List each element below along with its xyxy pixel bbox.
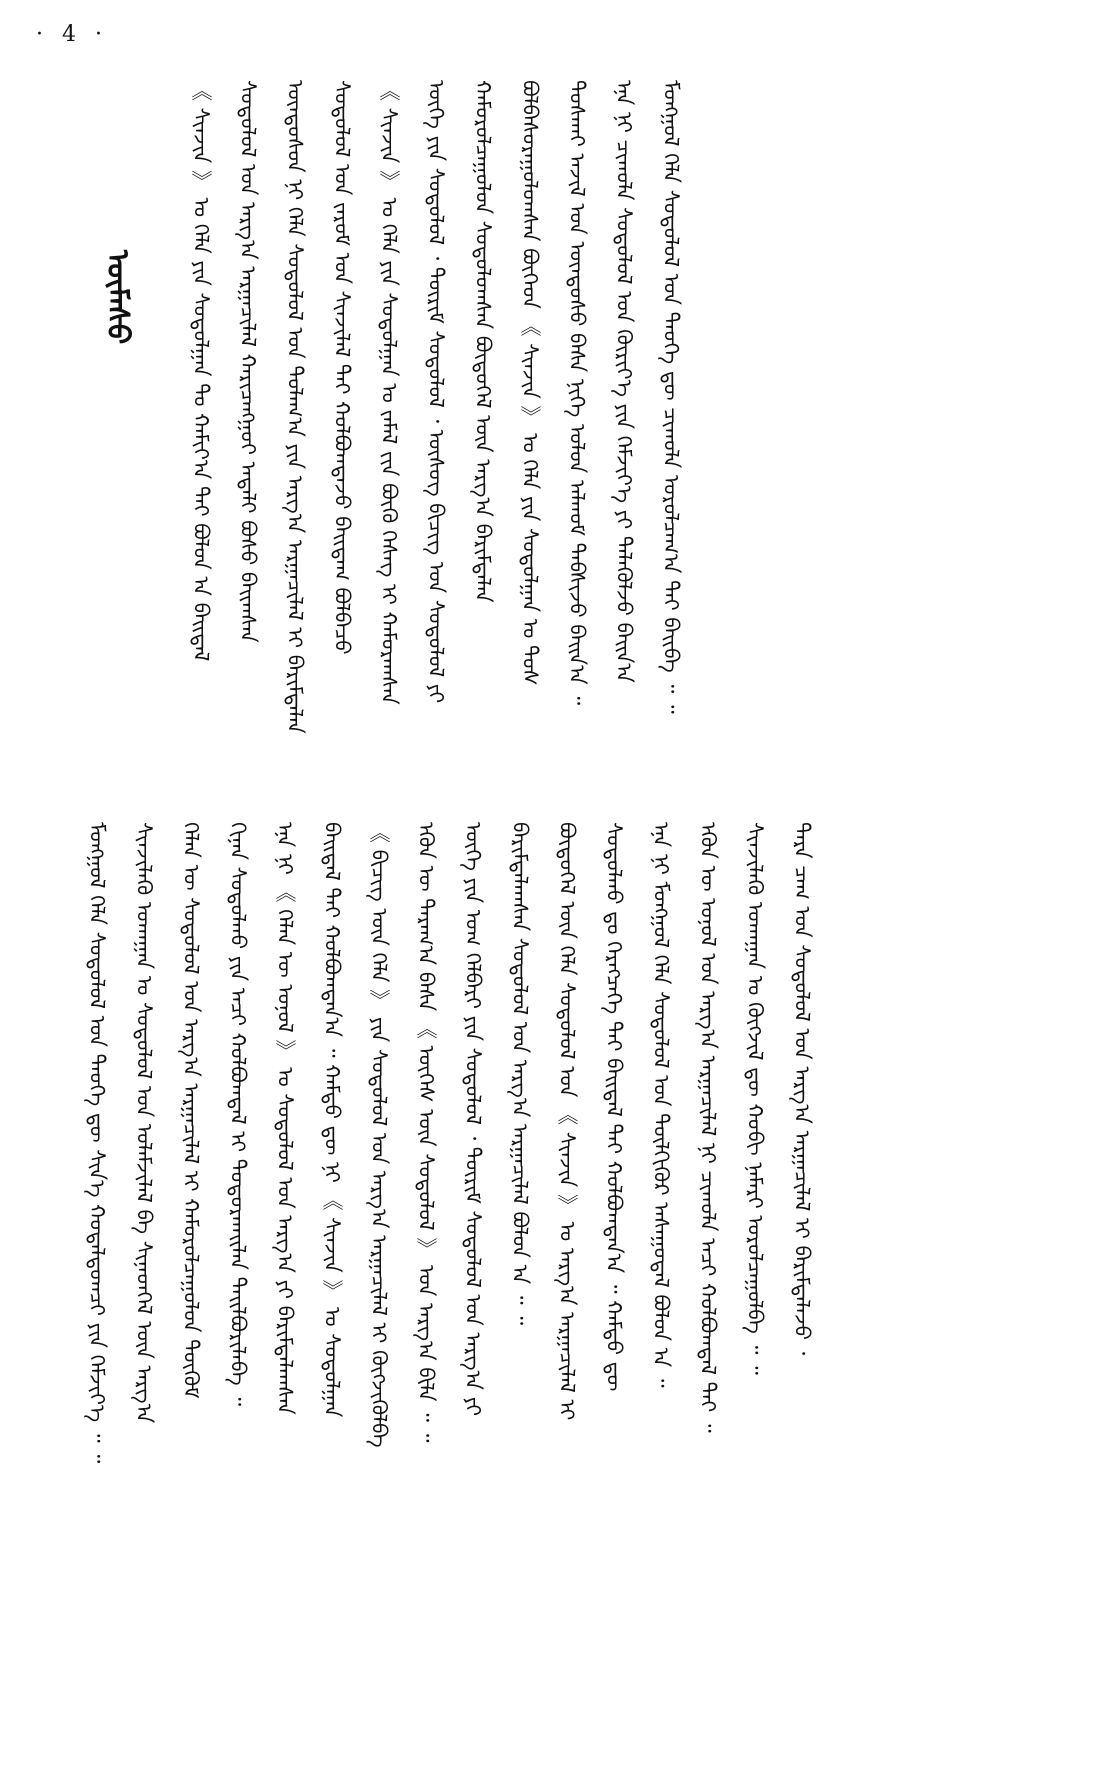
text-column: ᠲᠡᠷᠡ ᠴᠠᠭ ᠤᠨ ᠰᠤᠳᠤᠯᠤᠯ ᠤᠨ ᠠᠷᠭ᠎ᠠ ᠠᠷᠭᠠᠴᠢᠯᠠᠯ ᠢ ᠪᠠᠷᠢᠮᠲᠠᠯᠠᠵᠤ ᠂ — [790, 822, 814, 1356]
page-number: · 4 · — [36, 22, 108, 47]
text-column: 《 ᠪᠢᠴᠢᠭ ᠦᠨ ᠬᠡᠯᠡ 》 ᠶᠢᠨ ᠰᠤᠳᠤᠯᠤᠯ ᠤᠨ ᠠᠷᠭ᠎ᠠ ᠠᠷᠭᠠᠴᠢᠯᠠᠯ ᠢ ᠬᠥᠭᠵᠢᠭᠦᠯᠪᠡ — [367, 822, 391, 1448]
text-column: ᠰᠤᠳᠤᠯᠬᠤ ᠳᠤ ᠬᠡᠷᠡᠭᠴᠡᠭᠡ ᠲᠠᠢ ᠪᠠᠢᠳᠠᠯ ᠲᠠᠢ ᠬᠣᠯᠪᠣᠭᠳᠠᠨ᠎ᠠ ᠃ ᠬᠠᠮᠲᠤ ᠳᠦ — [602, 822, 626, 1392]
text-column: ᠰᠤᠳᠤᠯᠤᠯ ᠤᠨ ᠵᠠᠷᠤᠮ ᠤᠨ ᠰᠢᠨᠵᠢᠯᠡᠯ ᠲᠡᠢ ᠬᠣᠯᠪᠤᠭᠳᠠᠵᠤ ᠪᠠᠢᠳᠠᠭ ᠪᠣᠯᠪᠠᠴᠤ — [330, 80, 354, 655]
text-column: 《 ᠰᠢᠨᠵᠢᠨ 》 ᠤ ᠬᠡᠯᠡ ᠶᠢᠨ ᠰᠤᠳᠤᠯᠭᠠᠨ ᠤ ᠵᠠᠮᠠᠯ ᠵᠢᠨ ᠪᠦᠬᠦ ᠬᠡᠰᠡᠭ ᠢ ᠬᠠᠮᠤᠷᠠᠭᠰᠠᠨ — [377, 80, 401, 705]
section-heading: ᠥᠮᠡᠰᠦ — [100, 250, 135, 345]
upper-text-block — [188, 80, 698, 788]
text-column: ᠡᠨᠡ ᠨᠢ ᠴᠢᠬᠤᠯᠠ ᠰᠤᠳᠤᠯᠤᠯ ᠤᠨ ᠬᠦᠷᠢᠶ᠎ᠡ ᠶᠢᠨ ᠬᠡᠮᠵᠢᠶ᠎ᠡ ᠶᠢ ᠲᠡᠯᠡᠭᠦᠯᠵᠦ ᠪᠠᠢᠨ᠎ᠠ — [612, 80, 636, 683]
text-column: ᠬᠢᠨᠠᠨ ᠰᠤᠳᠤᠯᠬᠤ ᠶᠢᠨ ᠠᠴᠢ ᠬᠣᠯᠪᠣᠭᠳᠠᠯ ᠢ ᠲᠣᠳᠣᠷᠬᠠᠢᠯᠠᠨ ᠲᠠᠢᠯᠪᠤᠷᠢᠯᠠᠪᠠ ᠃ — [226, 822, 250, 1407]
text-column: ᠦᠭᠡ ᠶᠢᠨ ᠰᠤᠳᠤᠯᠤᠯ ᠂ ᠳᠦᠷᠢᠮ ᠰᠤᠳᠤᠯᠤᠯ ᠂ ᠦᠰᠦᠭ ᠪᠢᠴᠢᠭ ᠤᠨ ᠰᠤᠳᠤᠯᠤᠯ ᠶᠢ — [424, 80, 448, 704]
text-column: ᠰᠢᠨᠵᠢᠯᠡᠬᠦ ᠤᠬᠠᠭᠠᠨ ᠤ ᠰᠤᠳᠤᠯᠤᠯ ᠤᠨ ᠤᠯᠠᠮᠵᠢᠯᠠᠯ ᠪᠠ ᠰᠢᠨᠡᠳᠭᠡᠯ ᠦᠨ ᠠᠷᠭ᠎ᠠ — [132, 822, 156, 1424]
text-column: ᠰᠤᠳᠤᠯᠤᠯ ᠤᠨ ᠠᠷᠭ᠎ᠠ ᠠᠷᠭᠠᠴᠢᠯᠠᠯ ᠬᠠᠷᠢᠴᠠᠩᠭᠤᠢ ᠠᠳᠠᠯᠢ ᠪᠤᠰᠤ ᠪᠠᠢᠭᠰᠠᠨ — [236, 80, 260, 643]
text-column: ᠡᠨᠡ ᠨᠢ 《 ᠬᠡᠯᠡᠨ ᠦ ᠣᠨᠣᠯ 》 ᠤ ᠰᠤᠳᠤᠯᠤᠯ ᠤᠨ ᠠᠷᠭ᠎ᠠ ᠶᠢ ᠪᠠᠷᠢᠮᠲᠠᠯᠠᠭᠰᠠᠨ — [273, 822, 297, 1415]
text-column: ᠡᠭᠦᠨ ᠦ ᠣᠨᠣᠯ ᠤᠨ ᠠᠷᠭ᠎ᠠ ᠠᠷᠭᠠᠴᠢᠯᠠᠯ ᠨᠢ ᠴᠢᠬᠤᠯᠠ ᠠᠴᠢ ᠬᠣᠯᠪᠣᠭᠳᠠᠯ ᠲᠠᠢ ᠃ — [696, 822, 720, 1433]
text-column: ᠪᠣᠯᠪᠠᠰᠤᠷᠠᠭᠤᠯᠤᠭᠰᠠᠨ ᠪᠦᠭᠡᠳ 《 ᠰᠢᠨᠵᠢᠨ 》 ᠤ ᠬᠡᠯᠡ ᠶᠢᠨ ᠰᠤᠳᠤᠯᠭᠠᠨ ᠤ ᠲᠤᠰ — [518, 80, 542, 686]
text-column: ᠮᠣᠩᠭᠣᠯ ᠬᠡᠯᠡ ᠰᠤᠳᠤᠯᠤᠯ ᠤᠨ ᠲᠡᠦᠬᠡ ᠳᠦ ᠴᠢᠬᠤᠯᠠ ᠤᠷᠤᠯᠴᠠᠭ᠎ᠠ ᠲᠠᠢ ᠪᠠᠢᠪᠠ ᠃ ᠃ — [659, 80, 683, 714]
text-column: ᠡᠭᠦᠨ ᠦ ᠳᠠᠷᠠᠭ᠎ᠠ ᠪᠠᠰᠠ 《 ᠦᠭᠡᠰ ᠦᠨ ᠰᠤᠳᠤᠯᠤᠯ 》 ᠤᠨ ᠠᠷᠭ᠎ᠠ ᠪᠢᠯᠡ ᠃ ᠃ — [414, 822, 438, 1443]
text-column: ᠡᠨᠡ ᠨᠢ ᠮᠣᠩᠭᠣᠯ ᠬᠡᠯᠡ ᠰᠤᠳᠤᠯᠤᠯ ᠤᠨ ᠲᠦᠯᠬᠢᠭᠦᠷ ᠠᠰᠠᠭᠤᠳᠠᠯ ᠪᠣᠯᠤᠨ ᠠ ᠃ — [649, 822, 673, 1388]
text-column: ᠲᠤᠰᠬᠠᠢ ᠠᠵᠢᠯ ᠤᠨ ᠥᠨᠳᠦᠰᠦ ᠪᠠᠰᠠ ᠨᠢᠭᠡ ᠤᠯᠤᠨ ᠠᠯᠬᠤᠮ ᠳᠡᠪᠰᠢᠵᠦ ᠪᠠᠢᠨ᠎ᠠ ᠃ — [565, 80, 589, 706]
text-column: ᠪᠠᠢᠳᠠᠯ ᠲᠠᠢ ᠬᠣᠯᠪᠣᠭᠳᠠᠨ᠎ᠠ ᠃ ᠬᠠᠮᠲᠤ ᠳᠦ ᠨᠢ 《 ᠰᠢᠨᠵᠢᠨ 》 ᠤ ᠰᠤᠳᠤᠯᠭᠠᠨ — [320, 822, 344, 1418]
text-column: ᠦᠭᠡ ᠶᠢᠨ ᠤᠭ ᠬᠡᠯᠪᠡᠷᠢ ᠶᠢᠨ ᠰᠤᠳᠤᠯᠤᠯ ᠂ ᠳᠦᠷᠢᠮ ᠰᠤᠳᠤᠯᠤᠯ ᠤᠨ ᠠᠷᠭ᠎ᠠ ᠶᠢ — [461, 822, 485, 1417]
text-column: ᠥᠨᠳᠦᠰᠦᠨ ᠨᠢ ᠬᠡᠯᠡ ᠰᠤᠳᠤᠯᠤᠯ ᠤᠨ ᠲᠤᠯᠠᠭ᠎ᠠ ᠶᠢᠨ ᠠᠷᠭ᠎ᠠ ᠠᠷᠭᠠᠴᠢᠯᠠᠯ ᠢ ᠪᠠᠷᠢᠮᠲᠠᠯᠠᠨ — [283, 80, 307, 734]
lower-text-block — [84, 822, 829, 1742]
text-column: 《 ᠰᠢᠨᠵᠢᠨ 》 ᠤ ᠬᠡᠯᠡ ᠶᠢᠨ ᠰᠤᠳᠤᠯᠭᠠᠨ ᠲᠤ ᠬᠠᠮᠢᠶ᠎ᠠ ᠲᠠᠢ ᠪᠤᠯᠤᠨ ᠠ ᠪᠠᠢᠳᠠᠯ — [189, 80, 213, 662]
text-column: ᠪᠦᠲᠦᠭᠡᠯ ᠦᠨ ᠬᠡᠯᠡ ᠰᠤᠳᠤᠯᠤᠯ ᠤᠨ 《 ᠰᠢᠨᠵᠢᠨ 》 ᠤ ᠠᠷᠭ᠎ᠠ ᠠᠷᠭᠠᠴᠢᠯᠠᠯ ᠢ — [555, 822, 579, 1421]
text-column: ᠰᠢᠨᠵᠢᠯᠡᠬᠦ ᠤᠬᠠᠭᠠᠨ ᠤ ᠬᠥᠭᠵᠢᠯ ᠳᠦ ᠬᠤᠪᠢ ᠨᠡᠮᠡᠷᠢ ᠤᠷᠤᠯᠴᠠᠭᠤᠯᠪᠠ ᠃ ᠃ — [743, 822, 767, 1375]
text-column: ᠬᠠᠮᠤᠷᠤᠯᠴᠠᠭᠤᠯᠤᠨ ᠰᠤᠳᠤᠯᠤᠭᠰᠠᠨ ᠪᠦᠲᠦᠭᠡᠯ ᠦᠨ ᠠᠷᠭ᠎ᠠ ᠪᠠᠷᠢᠮᠲᠠᠯᠠᠨ — [471, 80, 495, 603]
text-column: ᠮᠣᠩᠭᠣᠯ ᠬᠡᠯᠡ ᠰᠤᠳᠤᠯᠤᠯ ᠤᠨ ᠲᠡᠦᠬᠡ ᠳᠦ ᠰᠢᠨ᠎ᠡ ᠬᠤᠳᠠᠯᠳᠤᠭᠴᠢ ᠶᠢᠨ ᠬᠡᠮᠵᠢᠶ᠎ᠡ ᠃ ᠃ — [85, 822, 109, 1464]
text-column: ᠬᠡᠯᠡᠨ ᠦ ᠰᠤᠳᠤᠯᠤᠯ ᠤᠨ ᠠᠷᠭ᠎ᠠ ᠠᠷᠭᠠᠴᠢᠯᠠᠯ ᠢ ᠬᠠᠮᠤᠷᠤᠯᠴᠠᠭᠤᠯᠤᠨ ᠳᠦᠭᠦᠮ — [179, 822, 203, 1399]
text-column: ᠪᠠᠷᠢᠮᠲᠠᠯᠠᠭᠰᠠᠨ ᠰᠤᠳᠤᠯᠤᠯ ᠤᠨ ᠠᠷᠭ᠎ᠠ ᠠᠷᠭᠠᠴᠢᠯᠠᠯ ᠪᠣᠯᠤᠨ ᠠ ᠃ ᠃ — [508, 822, 532, 1326]
